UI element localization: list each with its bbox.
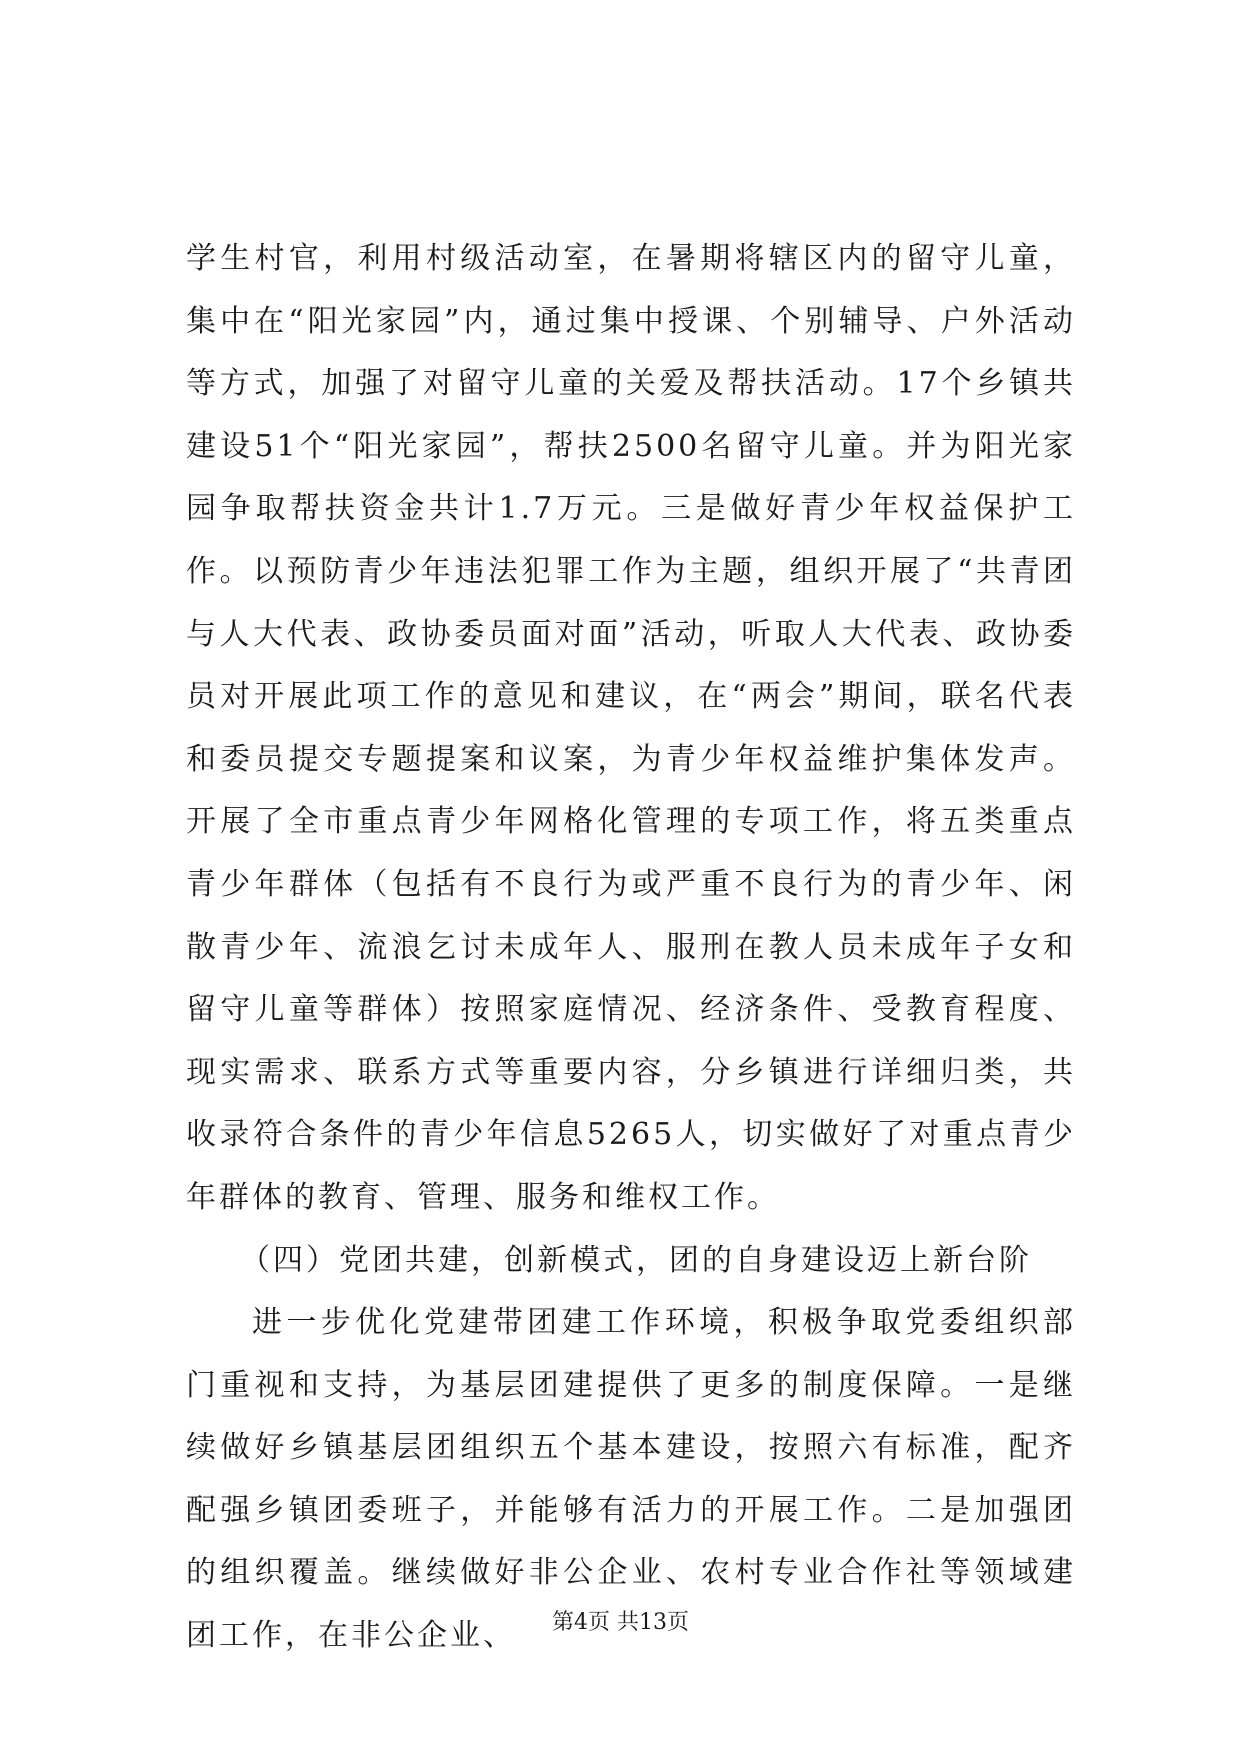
page-number: 第4页 共13页 xyxy=(552,1610,689,1635)
page-footer xyxy=(0,1608,1241,1638)
paragraph-continuation: 学生村官，利用村级活动室，在暑期将辖区内的留守儿童，集中在“阳光家园”内，通过集中授课、个别辅导、户外活动等方式，加强了对留守儿童的关爱及帮扶活动。17个乡镇共建设51个“阳光家园”，帮扶2500名留守儿童。并为阳光家园争取帮扶资金共计1.7万元。三是做好青少年权益保护工作。以预防青少年违法犯罪工作为主题，组织开展了“共青团与人大代表、政协委员面对面”活动，听取人大代表、政协委员对开展此项工作的意见和建议，在“两会”期间，联名代表和委员提交专题提案和议案，为青少年权益维护集体发声。开展了全市重点青少年网格化管理的专项工作，将五类重点青少年群体（包括有不良行为或严重不良行为的青少年、闲散青少年、流浪乞讨未成年人、服刑在教人员未成年子女和留守儿童等群体）按照家庭情况、经济条件、受教育程度、现实需求、联系方式等重要内容，分乡镇进行详细归类，共收录符合条件的青少年信息5265人，切实做好了对重点青少年群体的教育、管理、服务和维权工作。 xyxy=(186,241,1076,1215)
section-heading: （四）党团共建，创新模式，团的自身建设迈上新台阶 xyxy=(240,1242,1032,1278)
paragraph-body: 进一步优化党建带团建工作环境，积极争取党委组织部门重视和支持，为基层团建提供了更多的制度保障。一是继续做好乡镇基层团组织五个基本建设，按照六有标准，配齐配强乡镇团委班子，并能够有活力的开展工作。二是加强团的组织覆盖。继续做好非公企业、农村专业合作社等领域建团工作，在非公企业、 xyxy=(186,1305,1076,1654)
document-body xyxy=(186,228,1076,1668)
